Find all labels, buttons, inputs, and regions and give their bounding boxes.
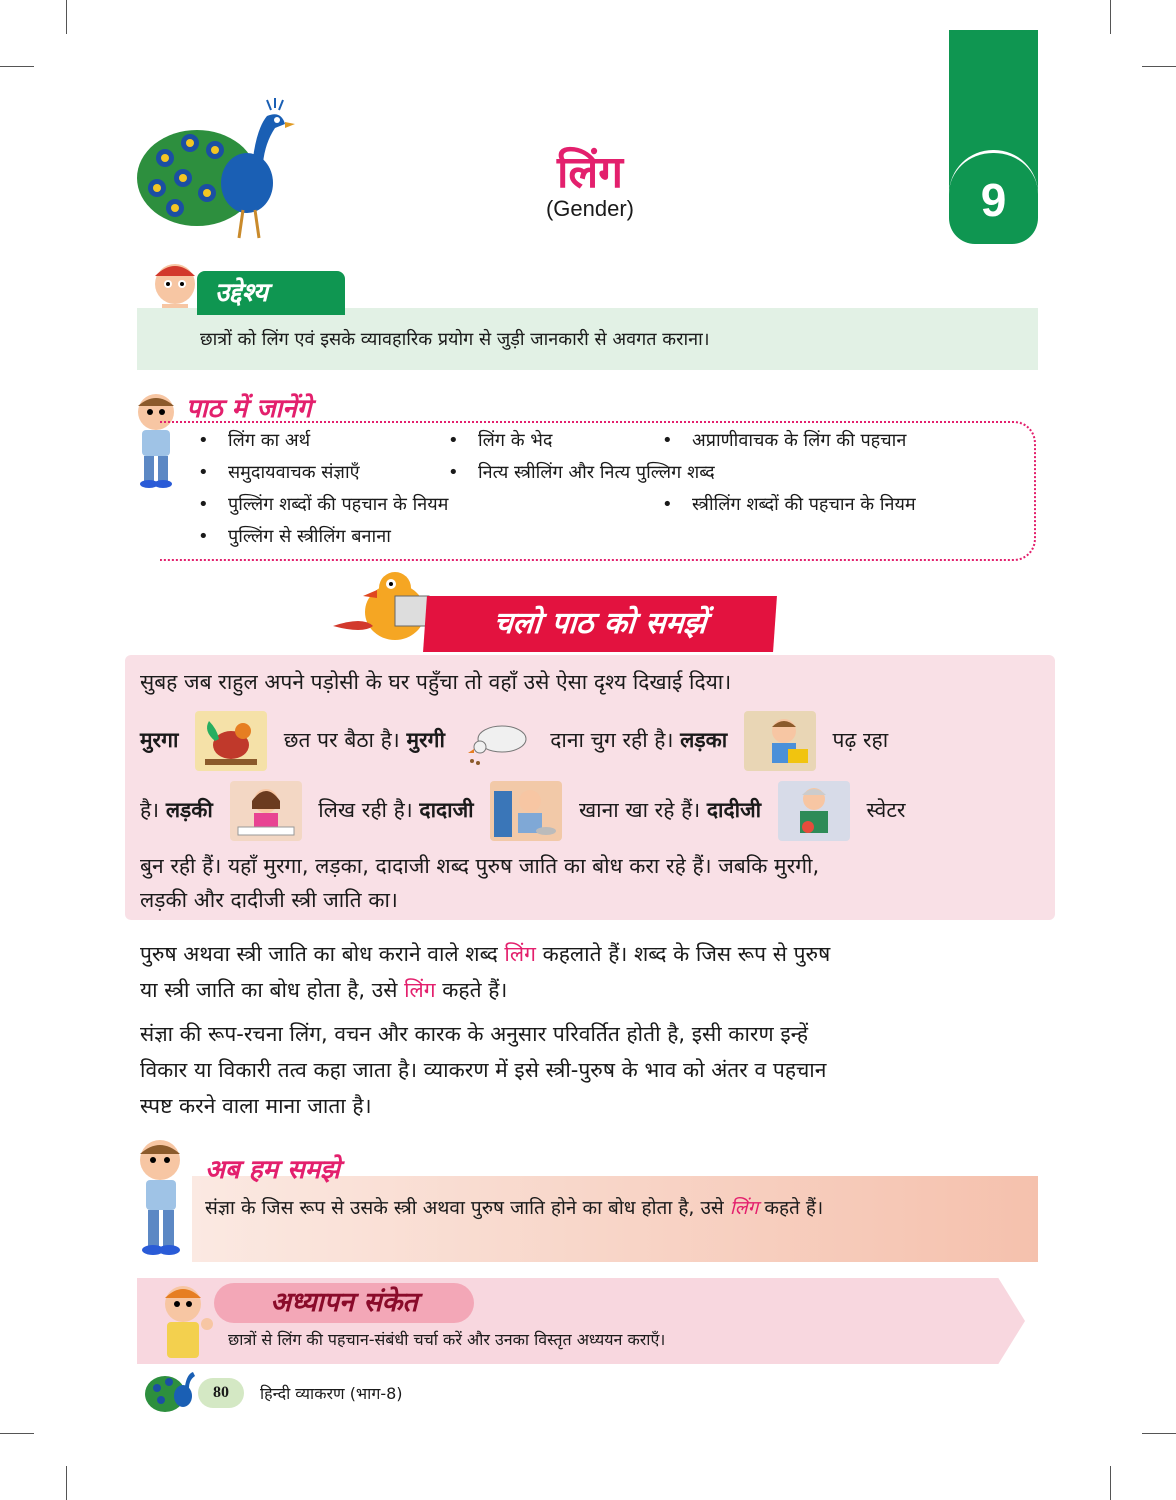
learn-item: • नित्य स्त्रीलिंग और नित्य पुल्लिग शब्द [448,460,715,484]
teaching-text: छात्रों से लिंग की पहचान-संबंधी चर्चा करें और उनका विस्तृत अध्ययन कराएँ। [228,1330,666,1349]
definition-line-3: संज्ञा की रूप-रचना लिंग, वचन और कारक के अनुसार परिवर्तित होती है, इसी कारण इन्हें [140,1022,809,1046]
page-number: 80 [198,1378,244,1408]
story-line-1: सुबह जब राहुल अपने पड़ोसी के घर पहुँचा तो वहाँ उसे ऐसा दृश्य दिखाई दिया। [140,670,732,694]
crop-mark [0,1433,34,1434]
learn-item: • लिंग के भेद [448,428,552,452]
definition-text: कहते हैं। [442,978,508,1002]
definition-line-1 [140,936,830,972]
understood-text-part: संज्ञा के जिस रूप से उसके स्त्री अथवा पुरुष जाति होने का बोध होता है, उसे [205,1197,724,1219]
learn-item: • पुल्लिंग से स्त्रीलिंग बनाना [198,524,391,548]
story-text: छत पर बैठा है। [283,728,400,752]
book-title: हिन्दी व्याकरण (भाग-8) [260,1384,403,1403]
definition-text: या स्त्री जाति का बोध होता है, उसे [140,978,398,1002]
story-line-4: बुन रही हैं। यहाँ मुरगा, लड़का, दादाजी शब्द पुरुष जाति का बोध करा रहे हैं। जबकि मुरगी, [140,854,820,878]
word-dadiji: दादीजी [706,798,762,822]
boy-reading-image [744,711,816,771]
grandfather-eating-image [490,781,562,841]
story-text: पढ़ रहा [832,728,889,752]
hen-image [462,711,534,771]
learn-item: • लिंग का अर्थ [198,428,310,452]
word-ladki: लड़की [165,798,213,822]
story-line-3 [140,780,906,841]
story-line-5: लड़की और दादीजी स्त्री जाति का। [140,888,398,912]
bird-reading-icon [333,566,433,648]
girl-writing-image [230,781,302,841]
boy-waving-icon [155,1280,215,1360]
story-text: स्वेटर [866,798,906,822]
objective-text: छात्रों को लिंग एवं इसके व्यावहारिक प्रयोग से जुड़ी जानकारी से अवगत कराना। [200,329,710,350]
definition-text: कहलाते हैं। शब्द के जिस रूप से पुरुष [542,942,831,966]
story-text: लिख रही है। [318,798,413,822]
highlight-ling: लिंग [729,1197,759,1219]
learn-item: • अप्राणीवाचक के लिंग की पहचान [662,428,906,452]
crop-mark [1142,1433,1176,1434]
story-text: है। [140,798,160,822]
story-text: खाना खा रहे हैं। [579,798,701,822]
word-dadaji: दादाजी [419,798,474,822]
crop-mark [66,1466,67,1500]
teaching-heading: अध्यापन संकेत [214,1283,474,1323]
definition-line-5: स्पष्ट करने वाला माना जाता है। [140,1094,372,1118]
crop-mark [1110,1466,1111,1500]
story-text: दाना चुग रही है। [550,728,674,752]
word-ladka: लड़का [680,728,728,752]
objective-heading: उद्देश्य [197,271,345,315]
understood-text-part: कहते हैं। [764,1197,824,1219]
grandmother-knitting-image [778,781,850,841]
understood-heading: अब हम समझे [205,1155,340,1185]
definition-line-4: विकार या विकारी तत्व कहा जाता है। व्याकरण में इसे स्त्री-पुरुष के भाव को अंतर व पहचान [140,1058,827,1082]
peacock-footer-icon [143,1366,199,1416]
lesson-banner: चलो पाठ को समझें [423,596,777,652]
learn-heading: पाठ में जानेंगे [186,394,312,424]
crop-mark [1110,0,1111,34]
highlight-ling: लिंग [504,942,536,966]
crop-mark [1142,66,1176,67]
understood-text [205,1194,823,1220]
chapter-title: लिंग [557,147,623,198]
word-murga: मुरगा [140,728,179,752]
learn-item: • स्त्रीलिंग शब्दों की पहचान के नियम [662,492,916,516]
peacock-illustration [135,98,305,248]
boy-mascot-icon [130,1134,196,1260]
highlight-ling: लिंग [404,978,436,1002]
definition-text: पुरुष अथवा स्त्री जाति का बोध कराने वाले शब्द [140,942,498,966]
chapter-subtitle: (Gender) [545,196,635,221]
learn-item: • समुदायवाचक संज्ञाएँ [198,460,360,484]
crop-mark [0,66,34,67]
chapter-number: 9 [949,150,1038,247]
story-line-2 [140,710,888,771]
definition-line-2 [140,972,507,1008]
rooster-image [195,711,267,771]
learn-item: • पुल्लिंग शब्दों की पहचान के नियम [198,492,448,516]
crop-mark [66,0,67,34]
word-murgi: मुरगी [406,728,445,752]
